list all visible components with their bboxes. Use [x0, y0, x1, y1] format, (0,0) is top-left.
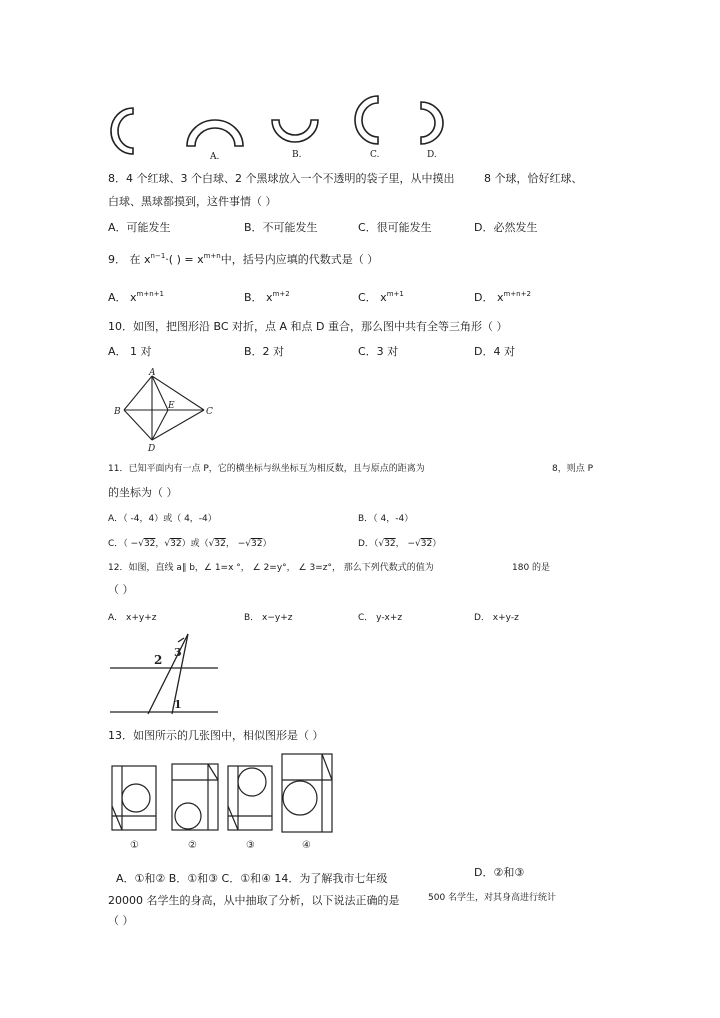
- q14-side-text: 500 名学生，对其身高进行统计: [428, 893, 557, 903]
- q10-option-a: A． 1 对: [108, 345, 152, 358]
- q12-option-b: B． x−y+z: [244, 613, 293, 623]
- q9-stem: [108, 253, 378, 268]
- q10-label-a: A: [149, 368, 156, 378]
- q13-caption-4: ④: [302, 840, 311, 851]
- q8-line1a: 8．4 个红球、3 个白球、2 个黑球放入一个不透明的袋子里，从中摸出: [108, 172, 455, 185]
- q12-label-3: 3: [174, 646, 182, 659]
- q10-label-e: E: [168, 401, 175, 411]
- q11-option-c: C．（ −√32，√32）或（√32， −√32）: [108, 539, 272, 549]
- q13-caption-3: ③: [246, 840, 255, 851]
- q9-exp1: n−1: [150, 252, 166, 260]
- q10-label-c: C: [206, 407, 213, 417]
- q13-option-d: D．②和③: [474, 866, 525, 879]
- fig-option-d: D.: [427, 150, 437, 160]
- q8-option-b: B．不可能发生: [244, 221, 318, 234]
- q12-option-d: D． x+y-z: [474, 613, 519, 623]
- fig-option-c: C.: [370, 150, 380, 160]
- q13-figures: [108, 752, 363, 852]
- arc-figure-d: [418, 100, 448, 146]
- q9-option-c: C． $x^{m+1}$: [358, 290, 404, 304]
- q14-line2: 20000 名学生的身高，从中抽取了分析，以下说法正确的是: [108, 894, 400, 907]
- q10-label-d: D: [148, 444, 156, 454]
- q13-caption-2: ②: [188, 840, 197, 851]
- q12-line1a: 12．如图，直线 a∥ b，∠ 1=x °， ∠ 2=y°， ∠ 3=z°， 那么下列代数式的值为: [108, 563, 434, 573]
- q12-option-c: C． y-x+z: [358, 613, 403, 623]
- q12-label-2: 2: [154, 653, 163, 667]
- q9-option-b: B． $x^{m+2}$: [244, 290, 290, 304]
- q9-suffix: 中，括号内应填的代数式是（ ）: [220, 253, 379, 266]
- q9-option-d: D． $x^{m+n+2}$: [474, 290, 531, 304]
- arc-figure-c: [352, 94, 382, 146]
- q10-label-b: B: [114, 407, 121, 417]
- arc-figure-b: [270, 118, 320, 144]
- q12-parallel-lines-diagram: [108, 630, 220, 716]
- q9-option-a: A． $x^{m+n+1}$: [108, 290, 164, 304]
- q11-line1a: 11．已知平面内有一点 P，它的横坐标与纵坐标互为相反数，且与原点的距离为: [108, 464, 425, 474]
- q11-option-b: B．（ 4，-4）: [358, 514, 414, 524]
- q8-option-c: C．很可能发生: [358, 221, 432, 234]
- fig-option-a: A.: [210, 152, 220, 162]
- q8-option-a: A．可能发生: [108, 221, 171, 234]
- q10-stem: 10．如图，把图形沿 BC 对折，点 A 和点 D 重合，那么图中共有全等三角形（ ）: [108, 320, 508, 333]
- q8-line2: 白球、黑球都摸到，这件事情（ ）: [108, 195, 277, 208]
- q13-stem: 13．如图所示的几张图中，相似图形是（ ）: [108, 729, 324, 742]
- arc-figure-a: [185, 118, 245, 148]
- q10-kite-diagram: [112, 366, 218, 454]
- q9-exp2: m+n: [203, 252, 221, 260]
- q12-line1b: 180 的是: [512, 563, 551, 573]
- q10-option-b: B．2 对: [244, 345, 285, 358]
- q12-label-1: 1: [174, 698, 182, 711]
- q8-option-d: D．必然发生: [474, 221, 538, 234]
- q13-options-line: A．①和② B．①和③ C．①和④ 14．为了解我市七年级: [116, 872, 388, 885]
- q11-option-d: D．（√32， −√32）: [358, 539, 442, 549]
- q11-option-a: A．（ -4，4）或（ 4，-4）: [108, 514, 217, 524]
- q8-line1b: 8 个球，恰好红球、: [484, 172, 583, 185]
- q14-line3: （ ）: [108, 914, 134, 927]
- q9-prefix: 9． 在 x: [108, 253, 151, 266]
- q13-caption-1: ①: [130, 840, 139, 851]
- arc-figure-left: [108, 106, 138, 156]
- fig-option-b: B.: [292, 150, 302, 160]
- q12-option-a: A． x+y+z: [108, 613, 157, 623]
- q9-mid: ·( ) = x: [165, 253, 204, 266]
- q11-line1b: 8，则点 P: [552, 464, 594, 474]
- q11-line2: 的坐标为（ ）: [108, 486, 178, 499]
- q10-option-d: D．4 对: [474, 345, 515, 358]
- q12-line2: （ ）: [108, 583, 134, 596]
- q10-option-c: C．3 对: [358, 345, 399, 358]
